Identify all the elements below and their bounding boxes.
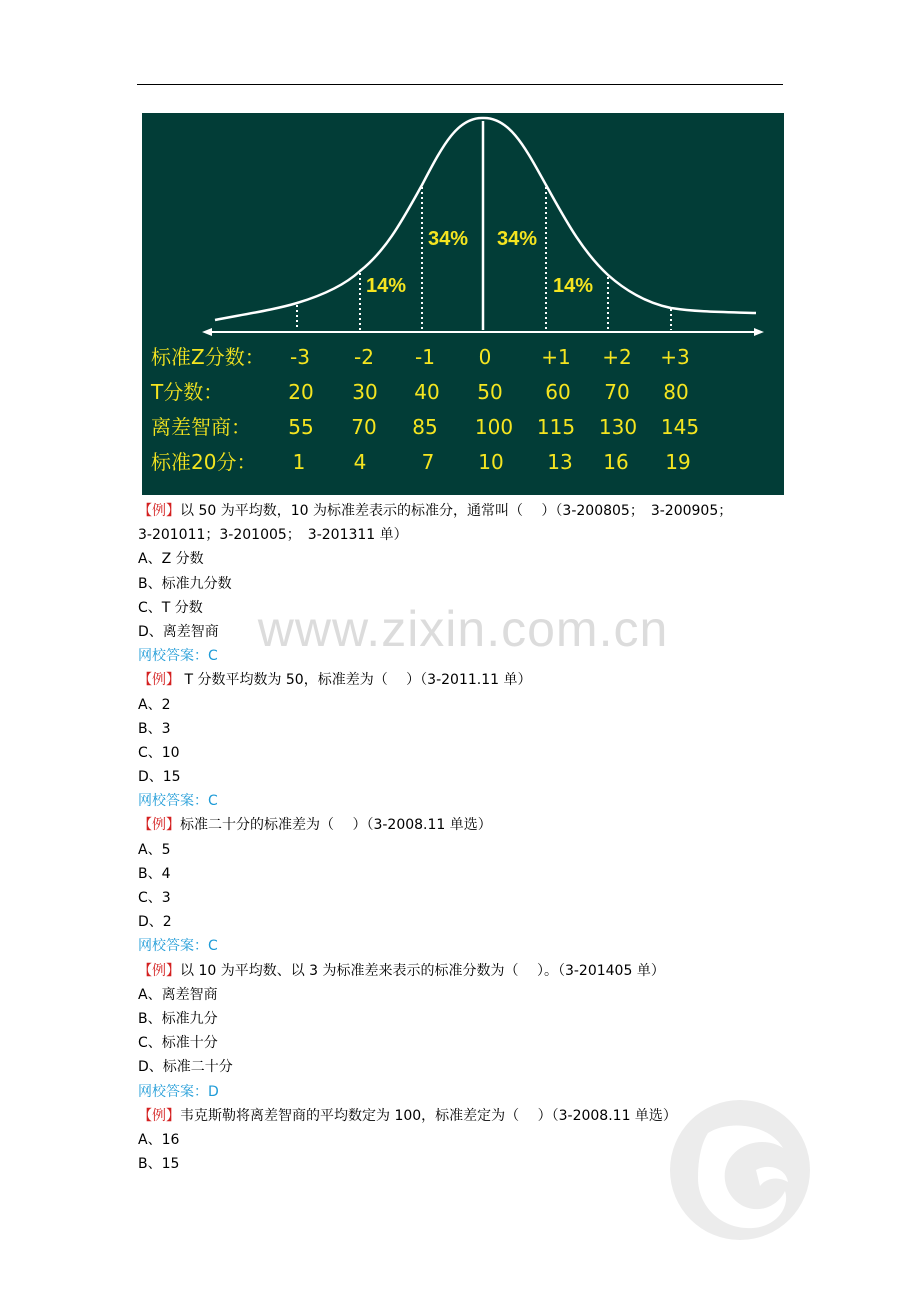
site-watermark: www.zixin.com.cn bbox=[257, 601, 669, 657]
option: D、2 bbox=[138, 914, 172, 931]
row-value: +2 bbox=[602, 345, 632, 369]
option: B、15 bbox=[138, 1156, 180, 1173]
question-text: 韦克斯勒将离差智商的平均数定为 100，标准差定为（ ）（3-2008.11 单选） bbox=[180, 1107, 677, 1124]
row-value: 16 bbox=[603, 450, 629, 474]
question-stem bbox=[138, 813, 788, 837]
row-value: 145 bbox=[660, 415, 700, 439]
option: A、2 bbox=[138, 696, 171, 713]
option: C、3 bbox=[138, 890, 171, 906]
row-value: 30 bbox=[352, 380, 378, 404]
option: C、T 分数 bbox=[138, 599, 203, 616]
row-value: -3 bbox=[290, 345, 310, 369]
header-rule bbox=[137, 84, 783, 85]
option: B、标准九分 bbox=[138, 1010, 218, 1027]
row-value: 80 bbox=[663, 380, 689, 404]
option: A、Z 分数 bbox=[138, 551, 204, 568]
row-value: 1 bbox=[292, 450, 306, 474]
example-tag: 【例】 bbox=[138, 1107, 180, 1124]
option: B、4 bbox=[138, 865, 171, 882]
row-label: 标准Z分数： bbox=[151, 345, 265, 369]
question-text: T 分数平均数为 50，标准差为（ ）（3-2011.11 单） bbox=[180, 672, 532, 689]
row-value: 20 bbox=[288, 380, 314, 404]
option: C、10 bbox=[138, 744, 180, 761]
example-tag: 【例】 bbox=[138, 817, 180, 834]
row-value: 13 bbox=[547, 450, 573, 474]
option: D、标准二十分 bbox=[138, 1059, 233, 1076]
question-list bbox=[138, 499, 788, 1176]
option: C、标准十分 bbox=[138, 1035, 218, 1052]
option: D、离差智商 bbox=[138, 623, 219, 640]
question-text: 以 10 为平均数、以 3 为标准差来表示的标准分数为（ ）。（3-201405 单） bbox=[180, 962, 665, 979]
answer: 网校答案：D bbox=[138, 1083, 219, 1100]
row-value: 100 bbox=[474, 415, 514, 439]
row-value: 55 bbox=[288, 415, 314, 439]
question-stem bbox=[138, 499, 788, 523]
row-value: 130 bbox=[598, 415, 638, 439]
percent-label: 14% bbox=[552, 275, 594, 297]
row-value: 50 bbox=[477, 380, 503, 404]
row-value: 70 bbox=[604, 380, 630, 404]
option: B、标准九分数 bbox=[138, 575, 232, 592]
row-value: +1 bbox=[541, 345, 571, 369]
option: A、离差智商 bbox=[138, 986, 218, 1003]
question-stem bbox=[138, 959, 788, 983]
answer: 网校答案：C bbox=[138, 648, 218, 665]
question-stem-continued: 3-201011；3-201005； 3-201311 单） bbox=[138, 527, 408, 544]
row-value: 19 bbox=[665, 450, 691, 474]
example-tag: 【例】 bbox=[138, 503, 180, 519]
normal-curve-chart bbox=[142, 113, 784, 495]
question-text: 以 50 为平均数，10 为标准差表示的标准分，通常叫（ ）（3-200805； 3-200905； bbox=[180, 503, 733, 519]
percent-label: 34% bbox=[427, 228, 469, 250]
option: D、15 bbox=[138, 769, 181, 786]
row-value: 10 bbox=[478, 450, 504, 474]
row-value: 115 bbox=[536, 415, 576, 439]
option: A、5 bbox=[138, 841, 171, 858]
example-tag: 【例】 bbox=[138, 962, 180, 979]
row-value: +3 bbox=[660, 345, 690, 369]
row-label: T分数： bbox=[151, 380, 224, 404]
row-value: -1 bbox=[415, 345, 435, 369]
example-tag: 【例】 bbox=[138, 672, 180, 689]
row-value: 0 bbox=[478, 345, 492, 369]
percent-label: 34% bbox=[496, 228, 538, 250]
row-value: 85 bbox=[412, 415, 438, 439]
row-value: -2 bbox=[354, 345, 374, 369]
percent-label: 14% bbox=[365, 275, 407, 297]
row-value: 4 bbox=[353, 450, 367, 474]
question-stem bbox=[138, 668, 788, 692]
row-label: 离差智商： bbox=[151, 415, 251, 439]
question-text: 标准二十分的标准差为（ ）（3-2008.11 单选） bbox=[180, 817, 492, 834]
normal-distribution-figure bbox=[142, 113, 784, 495]
answer: 网校答案：C bbox=[138, 793, 218, 810]
question-stem bbox=[138, 1104, 788, 1128]
row-value: 70 bbox=[351, 415, 377, 439]
row-label: 标准20分： bbox=[151, 450, 257, 474]
row-value: 40 bbox=[414, 380, 440, 404]
row-value: 60 bbox=[545, 380, 571, 404]
answer: 网校答案：C bbox=[138, 938, 218, 955]
option: B、3 bbox=[138, 720, 171, 737]
row-value: 7 bbox=[421, 450, 435, 474]
option: A、16 bbox=[138, 1131, 180, 1148]
